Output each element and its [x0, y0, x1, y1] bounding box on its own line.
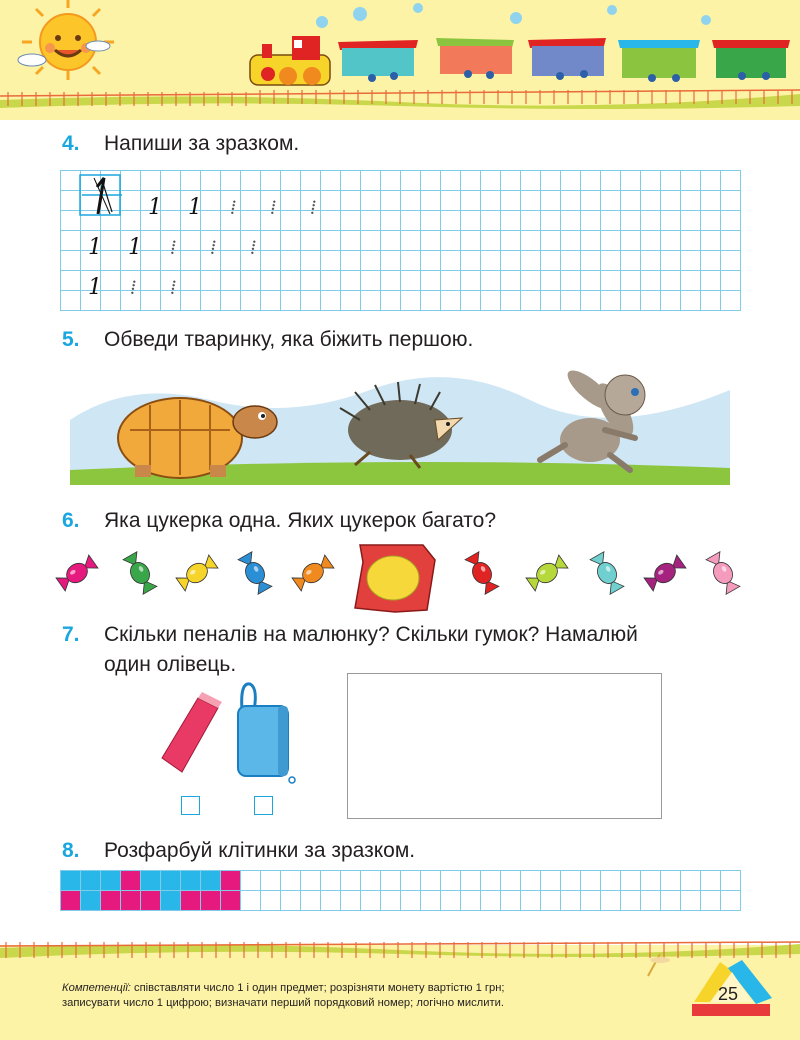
train-wagon-icon: [436, 38, 514, 79]
competences-note: [62, 981, 662, 1011]
candy-icon[interactable]: [291, 554, 334, 592]
candy-icon[interactable]: [55, 554, 98, 592]
task-text: Розфарбуй клітинки за зразком.: [104, 839, 416, 862]
dotted-digit: ⁞: [250, 235, 257, 259]
pattern-cell: [121, 871, 140, 890]
sample-digit: 1: [188, 195, 202, 220]
pattern-cell: [201, 891, 220, 910]
dotted-digit: ⁞: [270, 195, 277, 219]
competences-label: Компетенції:: [62, 982, 131, 994]
candy-icon[interactable]: [525, 554, 568, 592]
candy-icon[interactable]: [643, 554, 686, 592]
sample-digit: 1: [128, 235, 142, 260]
pattern-cell: [101, 891, 120, 910]
dotted-digit: ⁞: [170, 235, 177, 259]
task-number: 7.: [62, 623, 80, 646]
sample-digit: 1: [148, 195, 162, 220]
candy-icon[interactable]: [464, 551, 500, 595]
pattern-cell: [101, 871, 120, 890]
task-text: Напиши за зразком.: [104, 132, 300, 155]
train-wagon-icon: [338, 40, 418, 82]
dotted-digit: ⁞: [130, 275, 137, 299]
competences-line2: записувати число 1 цифрою; визначати перший порядковий номер; логічно мислити.: [62, 997, 504, 1009]
footer-fence-illustration: [0, 930, 800, 970]
page-number: 25: [718, 984, 739, 1004]
task-text: один олівець.: [104, 653, 237, 676]
pattern-cell: [61, 891, 80, 910]
header-illustration: [0, 0, 800, 125]
drawing-frame[interactable]: [347, 673, 662, 819]
task-text: Скільки пеналів на малюнку? Скільки гумок? Намалюй: [104, 623, 638, 646]
train-wagon-icon: [618, 40, 700, 82]
dotted-digit: ⁞: [170, 275, 177, 299]
task-number: 5.: [62, 328, 80, 351]
candy-icon[interactable]: [175, 554, 218, 592]
candies-row: [55, 540, 755, 615]
pencil-cases-count-box[interactable]: [254, 796, 273, 815]
pattern-cell: [141, 891, 160, 910]
pattern-cell: [161, 891, 180, 910]
task-7-heading-line2: [104, 652, 236, 678]
dotted-digit: ⁞: [210, 235, 217, 259]
sample-digit: 1: [88, 235, 102, 260]
task-text: Обведи тваринку, яка біжить першою.: [104, 328, 474, 351]
candy-icon[interactable]: [705, 551, 741, 595]
sample-digit: 1: [88, 275, 102, 300]
task-number: 4.: [62, 132, 80, 155]
competences-line1: співставляти число 1 і один предмет; розрізняти монету вартістю 1 грн;: [134, 982, 505, 994]
pattern-cell: [201, 871, 220, 890]
big-candy-icon[interactable]: [355, 545, 435, 612]
pattern-cell: [81, 891, 100, 910]
dragonfly-icon: [640, 950, 680, 980]
sun-icon: [22, 0, 114, 80]
eraser-icon[interactable]: [162, 692, 222, 772]
pattern-cell: [141, 871, 160, 890]
erasers-count-box[interactable]: [181, 796, 200, 815]
candy-icon[interactable]: [589, 551, 625, 595]
candy-icon[interactable]: [237, 551, 273, 595]
train-wagon-icon: [712, 40, 790, 80]
pattern-cell: [161, 871, 180, 890]
task-number: 8.: [62, 839, 80, 862]
task-6-heading: [62, 508, 496, 534]
task-text: Яка цукерка одна. Яких цукерок багато?: [104, 509, 497, 532]
train-locomotive-icon: [250, 36, 330, 85]
task-7-heading: [62, 622, 752, 648]
pattern-cell: [121, 891, 140, 910]
candy-icon[interactable]: [122, 551, 158, 595]
animals-race-illustration: [70, 360, 730, 485]
task-8-heading: [62, 838, 415, 864]
pattern-cell: [61, 871, 80, 890]
task-4-heading: [62, 131, 299, 157]
pattern-cell: [221, 871, 240, 890]
task-5-heading: [62, 327, 473, 353]
sample-digit-icon: [60, 170, 740, 310]
pattern-cell: [81, 871, 100, 890]
task-number: 6.: [62, 509, 80, 532]
dotted-digit: ⁞: [310, 195, 317, 219]
pattern-cell: [181, 871, 200, 890]
train-wagon-icon: [528, 38, 606, 80]
eraser-and-pencil-case: [160, 680, 300, 790]
pattern-cell: [181, 891, 200, 910]
dotted-digit: ⁞: [230, 195, 237, 219]
pattern-cell: [221, 891, 240, 910]
pencil-case-icon[interactable]: [238, 684, 295, 783]
